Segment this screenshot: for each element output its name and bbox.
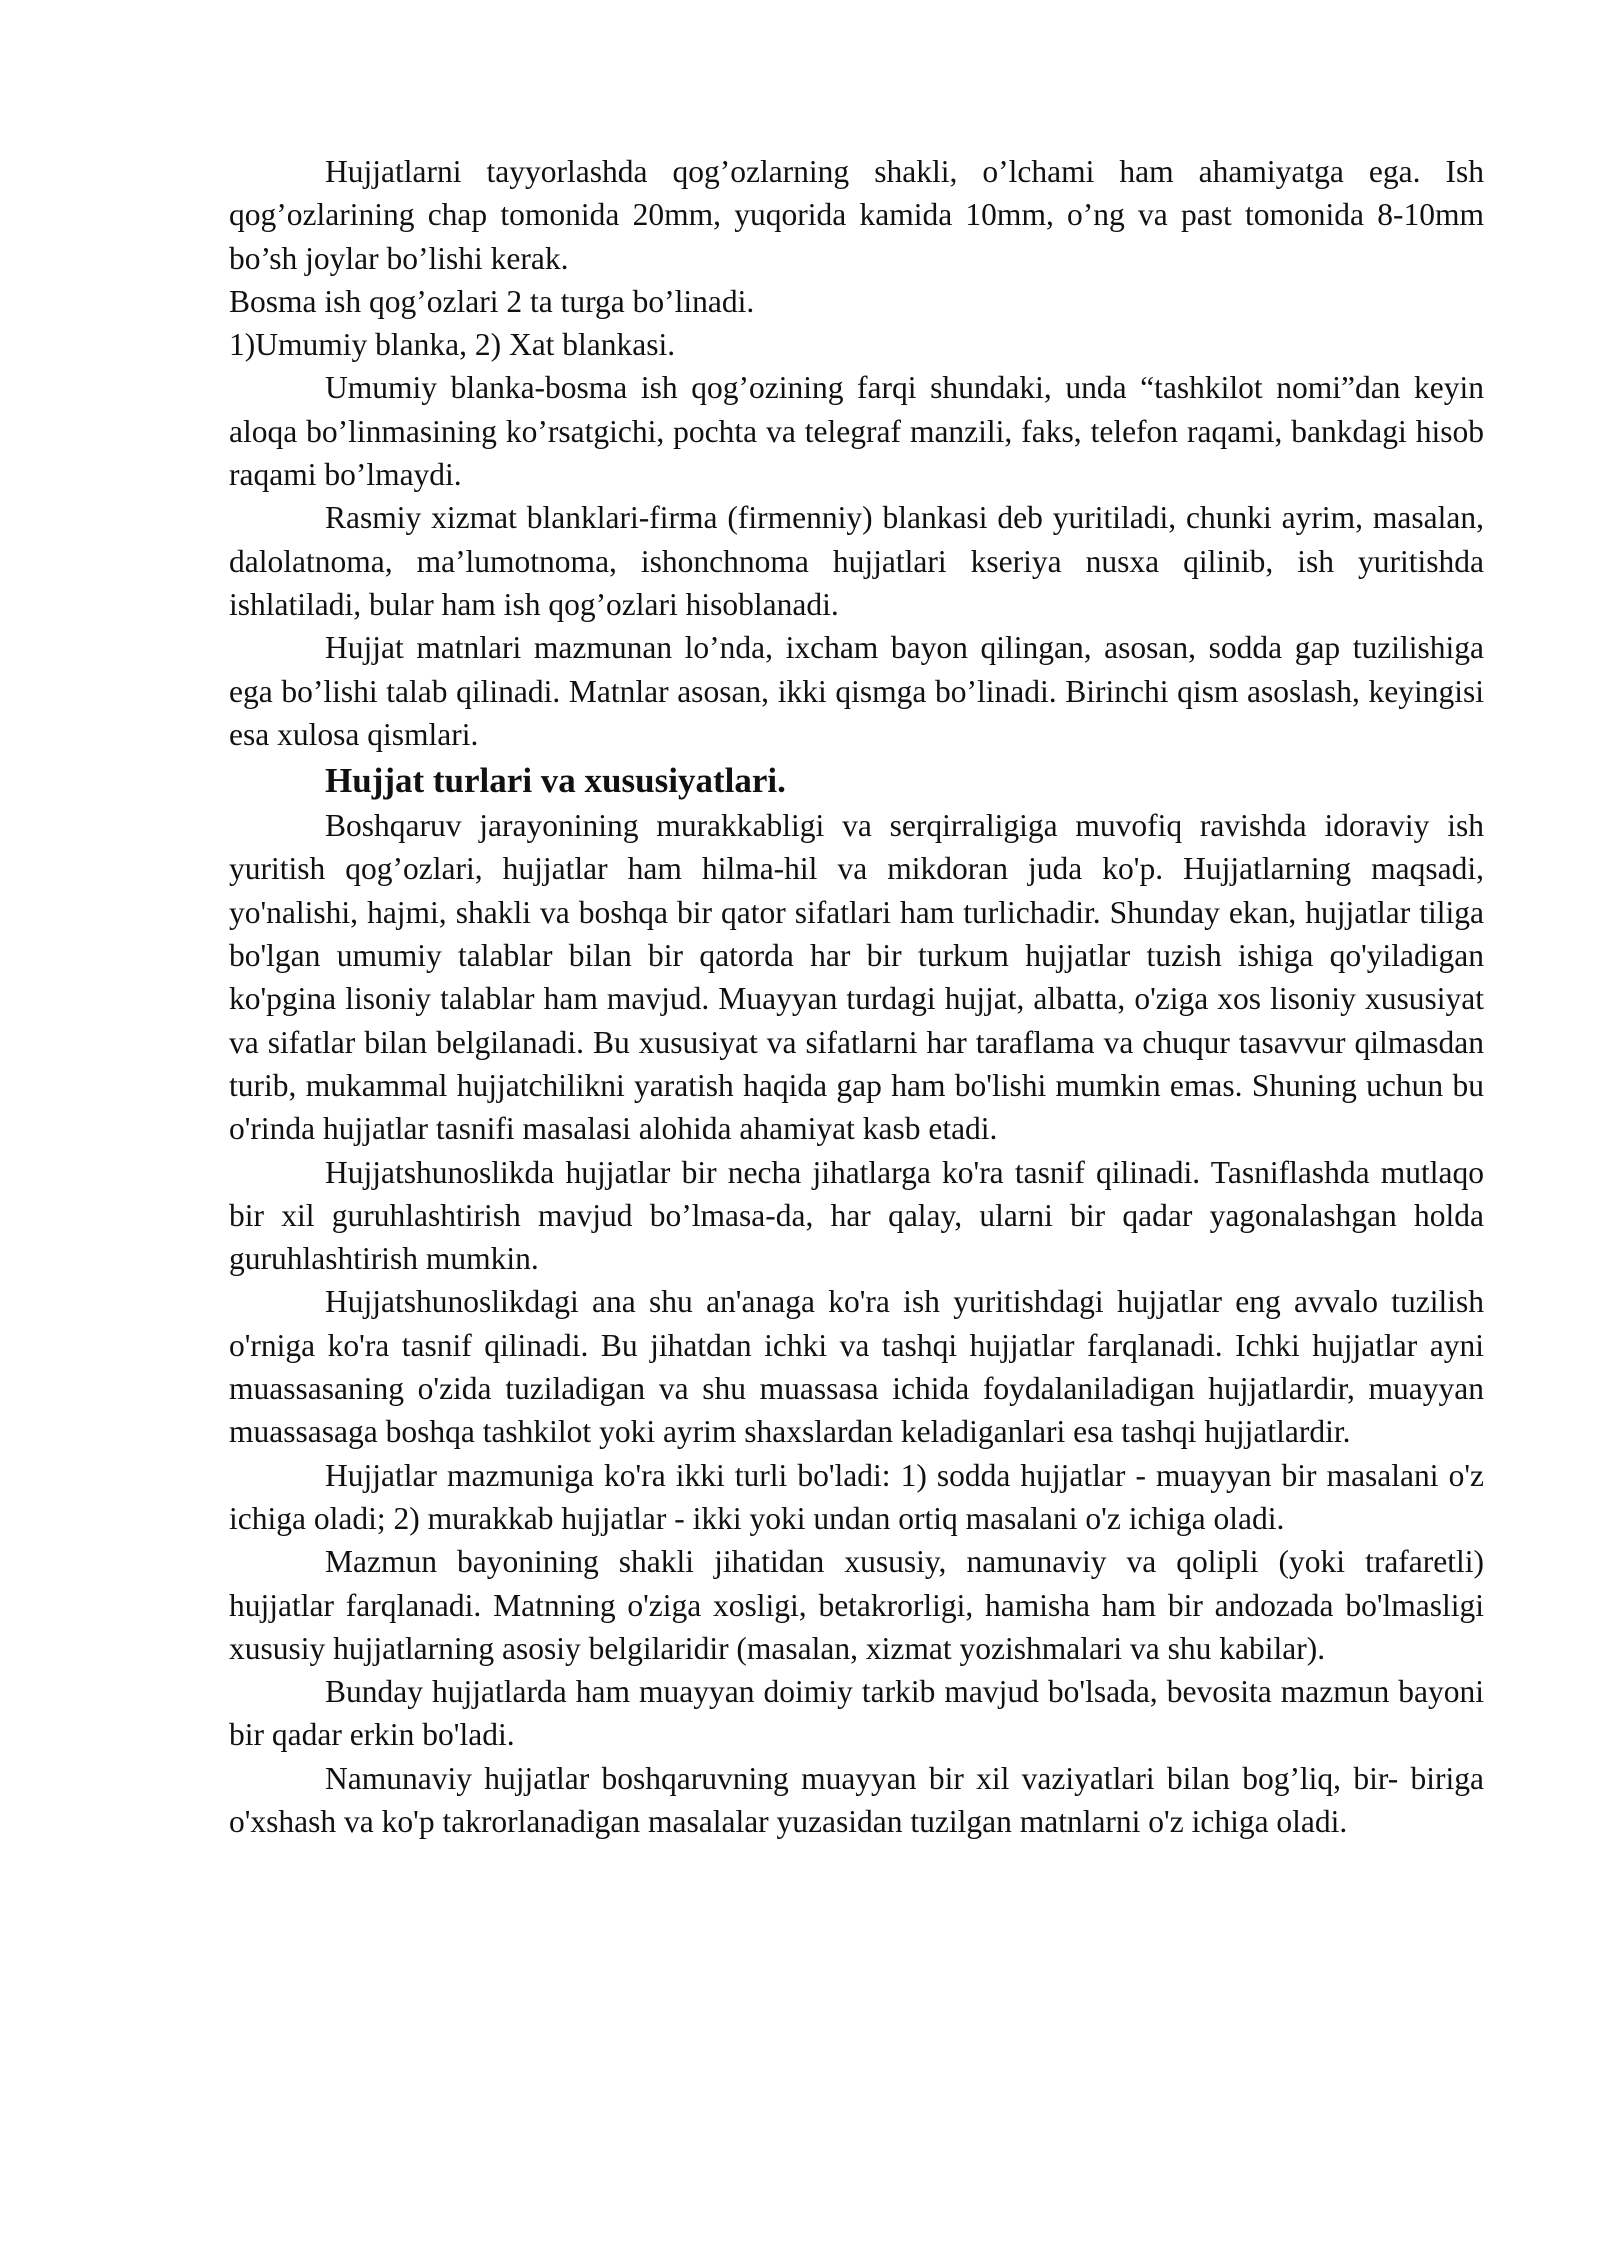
paragraph-internal-external: Hujjatshunoslikdagi ana shu an'anaga ko'ra ish yuritishdagi hujjatlar eng avvalo tuzilish o'rniga ko'ra tasnif qilinadi. Bu jihatdan ichki va tashqi hujjatlar farqlanadi. Ichki hujjatlar ayni muassasaning o'zida tuziladigan va shu muassasa ichida foydalaniladigan hujjatlardir, muayyan muassasaga boshqa tashkilot yoki ayrim shaxslardan keladiganlari esa tashqi hujjatlardir. [229,1284,1484,1450]
paragraph-such-documents: Bunday hujjatlarda ham muayyan doimiy tarkib mavjud bo'lsada, bevosita mazmun bayoni bir qadar erkin bo'ladi. [229,1674,1484,1753]
paragraph-paper-dimensions: Hujjatlarni tayyorlashda qog’ozlarning shakli, o’lchami ham ahamiyatga ega. Ish qog’ozlarining chap tomonida 20mm, yuqorida kamida 10mm, o’ng va past tomonida 8-10mm bo’sh joylar bo’lishi kerak. [229,154,1484,276]
paragraph-general-blank: Umumiy blanka-bosma ish qog’ozining farqi shundaki, unda “tashkilot nomi”dan keyin aloqa bo’linmasining ko’rsatgichi, pochta va telegraf manzili, faks, telefon raqami, bankdagi hisob raqami bo’lmaydi. [229,370,1484,493]
document-page [229,150,1484,1843]
section-heading: Hujjat turlari va xususiyatlari. [325,761,786,801]
paragraph-classification: Hujjatshunoslikda hujjatlar bir necha jihatlarga ko'ra tasnif qilinadi. Tasniflashda mutlaqo bir xil guruhlashtirish mavjud bo’lmasa-da, har qalay, ularni bir qadar yagonalashgan holda guruhlashtirish mumkin. [229,1154,1484,1277]
paragraph-document-texts: Hujjat matnlari mazmunan lo’nda, ixcham bayon qilingan, asosan, sodda gap tuzilishiga ega bo’lishi talab qilinadi. Matnlar asosan, ikki qismga bo’linadi. Birinchi qism asoslash, keyingisi esa xulosa qismlari. [229,630,1484,752]
paragraph-printed-forms-types: Bosma ish qog’ozlari 2 ta turga bo’linadi. [229,283,755,319]
paragraph-presentation-form: Mazmun bayonining shakli jihatidan xususiy, namunaviy va qolipli (yoki trafaretli) hujjatlar farqlanadi. Matnning o'ziga xosligi, betakrorligi, hamisha ham bir andozada bo'lmasligi xususiy hujjatlarning asosiy belgilaridir (masalan, xizmat yozishmalari va shu kabilar). [229,1544,1484,1666]
paragraph-official-blanks: Rasmiy xizmat blanklari-firma (firmenniy) blankasi deb yuritiladi, chunki ayrim, masalan, dalolatnoma, ma’lumotnoma, ishonchnoma hujjatlari kseriya nusxa qilinib, ish yuritishda ishlatiladi, bular ham ish qog’ozlari hisoblanadi. [229,500,1484,622]
paragraph-content-types: Hujjatlar mazmuniga ko'ra ikki turli bo'ladi: 1) sodda hujjatlar - muayyan bir masalani o'z ichiga oladi; 2) murakkab hujjatlar - ikki yoki undan ortiq masalani o'z ichiga oladi. [229,1457,1484,1536]
paragraph-template-documents: Namunaviy hujjatlar boshqaruvning muayyan bir xil vaziyatlari bilan bog’liq, bir- biriga o'xshash va ko'p takrorlanadigan masalalar yuzasidan tuzilgan matnlarni o'z ichiga oladi. [229,1760,1484,1839]
paragraph-management-process: Boshqaruv jarayonining murakkabligi va serqirraligiga muvofiq ravishda idoraviy ish yuritish qog’ozlari, hujjatlar ham hilma-hil va mikdoran juda ko'p. Hujjatlarning maqsadi, yo'nalishi, hajmi, shakli va boshqa bir qator sifatlari ham turlichadir. Shunday ekan, hujjatlar tiliga bo'lgan umumiy talablar bilan bir qatorda har bir turkum hujjatlar tuzish ishiga qo'yiladigan ko'pgina lisoniy talablar ham mavjud. Muayyan turdagi hujjat, albatta, o'ziga xos lisoniy xususiyat va sifatlar bilan belgilanadi. Bu xususiyat va sifatlarni har taraflama va chuqur tasavvur qilmasdan turib, mukammal hujjatchilikni yaratish haqida gap ham bo'lishi mumkin emas. Shuning uchun bu o'rinda hujjatlar tasnifi masalasi alohida ahamiyat kasb etadi. [229,808,1484,1147]
paragraph-forms-list: 1)Umumiy blanka, 2) Xat blankasi. [229,327,676,363]
